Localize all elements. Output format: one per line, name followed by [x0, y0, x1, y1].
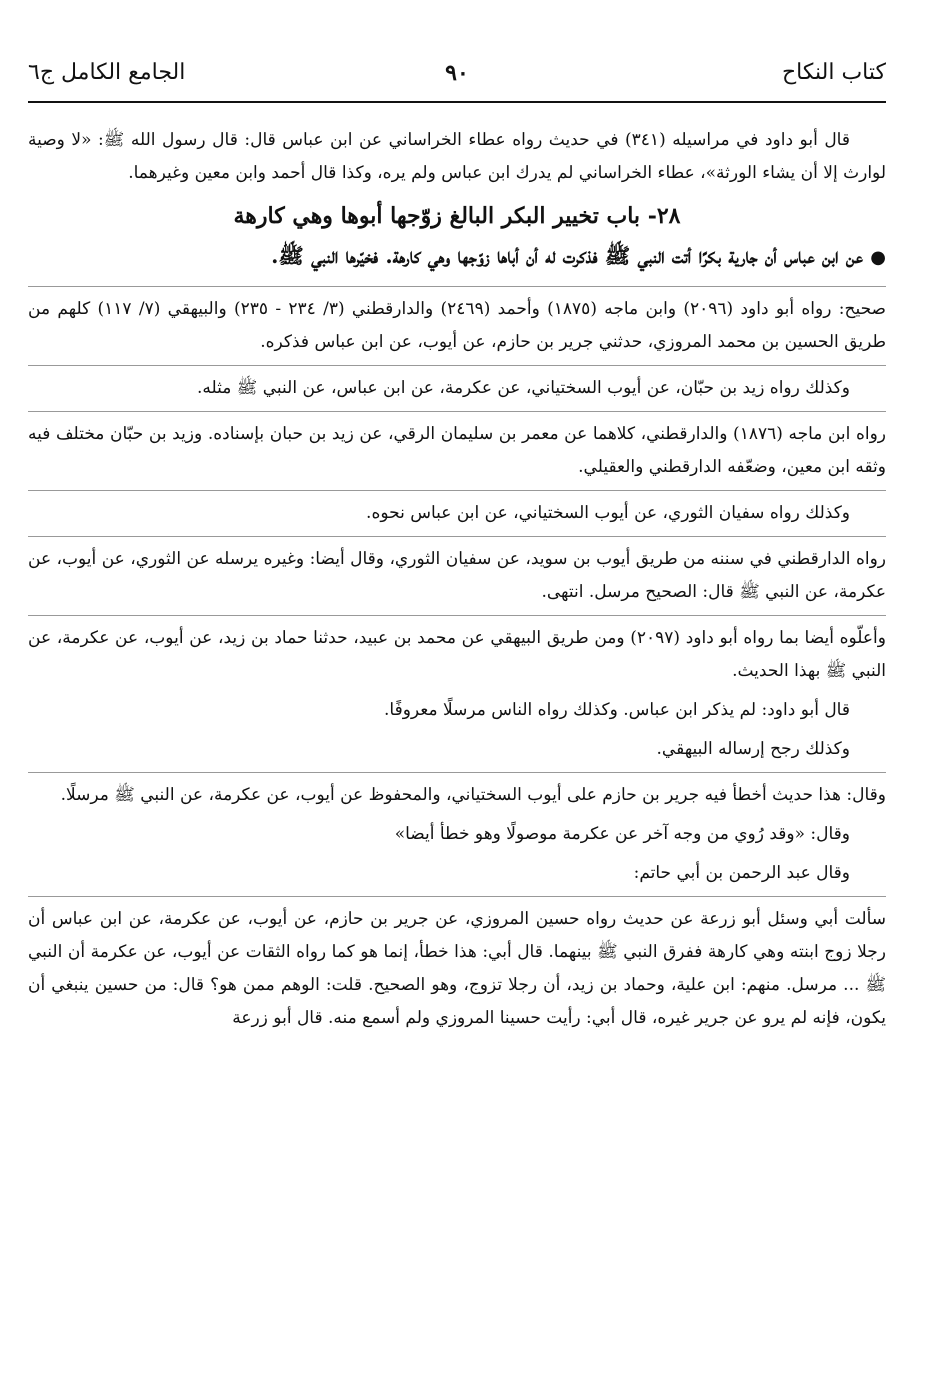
commentary-paragraph: رواه الدارقطني في سننه من طريق أيوب بن سويد، عن سفيان الثوري، وقال أيضا: وغيره يرسله عن الثوري، عن أيوب، عن عكرمة، عن النبي ﷺ قال: الصحيح مرسل. انتهى.	[28, 549, 886, 602]
hadith-text-block	[28, 238, 886, 276]
commentary-paragraph: وكذلك رواه سفيان الثوري، عن أيوب السختياني، عن ابن عباس نحوه.	[366, 503, 850, 523]
divider	[28, 411, 886, 412]
divider	[28, 490, 886, 491]
commentary-paragraph: رواه ابن ماجه (١٨٧٦) والدارقطني، كلاهما عن معمر بن سليمان الرقي، عن زيد بن حبان بإسناده. وزيد بن حبّان مختلف فيه وثقه ابن معين، وضعّفه الدارقطني والعقيلي.	[28, 424, 886, 477]
page-header	[28, 56, 886, 92]
divider	[28, 615, 886, 616]
commentary-paragraph: سألت أبي وسئل أبو زرعة عن حديث رواه حسين المروزي، عن جرير بن حازم، عن أيوب، عن عكرمة، عن ابن عباس أن رجلا زوج ابنته وهي كارهة ففرق النبي ﷺ بينهما. قال أبي: هذا خطأ، إنما هو كما رواه الثقات عن أيوب، عن عكرمة أن النبي ﷺ ... مرسل. منهم: ابن علية، وحماد بن زيد، أن رجلا تزوج، وهو الصحيح. قلت: الوهم ممن هو؟ قال: من حسين ينبغي أن يكون، فإنه لم يرو عن جرير غيره، قال أبي: رأيت حسينا المروزي ولم أسمع منه. قال أبو زرعة	[28, 909, 886, 1028]
book-page	[28, 0, 886, 1373]
divider	[28, 365, 886, 366]
commentary-paragraph: وأعلّوه أيضا بما رواه أبو داود (٢٠٩٧) ومن طريق البيهقي عن محمد بن عبيد، حدثنا حماد بن زيد، عن أيوب، عن عكرمة، عن النبي ﷺ بهذا الحديث.	[28, 628, 886, 681]
hadith-text: عن ابن عباس أن جارية بكرًا أتت النبي ﷺ فذكرت له أن أباها زوّجها وهي كارهة. فخيّرها النبي ﷺ.	[271, 243, 863, 268]
intro-paragraph: قال أبو داود في مراسيله (٣٤١) في حديث رواه عطاء الخراساني عن ابن عباس قال: قال رسول الله ﷺ: «لا وصية لوارث إلا أن يشاء الورثة»، عطاء الخراساني لم يدرك ابن عباس ولم يره، وكذا قال أحمد وابن معين وغيرهما.	[28, 130, 886, 183]
header-rule	[28, 101, 886, 103]
commentary-paragraph: وقال: «وقد رُوي من وجه آخر عن عكرمة موصولًا وهو خطأ أيضا»	[394, 824, 850, 844]
divider	[28, 286, 886, 287]
volume-title: الجامع الكامل ج٦	[28, 60, 186, 85]
book-title: كتاب النكاح	[781, 60, 886, 85]
commentary-paragraph: وكذلك رجح إرساله البيهقي.	[656, 739, 850, 759]
divider	[28, 536, 886, 537]
commentary-paragraph: وقال عبد الرحمن بن أبي حاتم:	[633, 863, 850, 883]
divider	[28, 772, 886, 773]
takhrij-paragraph: صحيح: رواه أبو داود (٢٠٩٦) وابن ماجه (١٨٧٥) وأحمد (٢٤٦٩) والدارقطني (٣/ ٢٣٤ - ٢٣٥) والبيهقي (٧/ ١١٧) كلهم من طريق الحسين بن محمد المروزي، حدثني جرير بن حازم، عن أيوب، عن ابن عباس فذكره.	[28, 299, 886, 352]
commentary-paragraph: وكذلك رواه زيد بن حبّان، عن أيوب السختياني، عن عكرمة، عن ابن عباس، عن النبي ﷺ مثله.	[197, 378, 850, 398]
commentary-paragraph: وقال: هذا حديث أخطأ فيه جرير بن حازم على أيوب السختياني، والمحفوظ عن أيوب، عن عكرمة، عن النبي ﷺ مرسلًا.	[60, 785, 886, 805]
divider	[28, 896, 886, 897]
bullet-icon: ●	[870, 247, 886, 268]
commentary-paragraph: قال أبو داود: لم يذكر ابن عباس. وكذلك رواه الناس مرسلًا معروفًا.	[384, 700, 850, 720]
chapter-title: ٢٨- باب تخيير البكر البالغ زوّجها أبوها وهي كارهة	[233, 203, 681, 229]
page-number: ٩٠	[445, 60, 469, 86]
page-body	[28, 124, 886, 1041]
